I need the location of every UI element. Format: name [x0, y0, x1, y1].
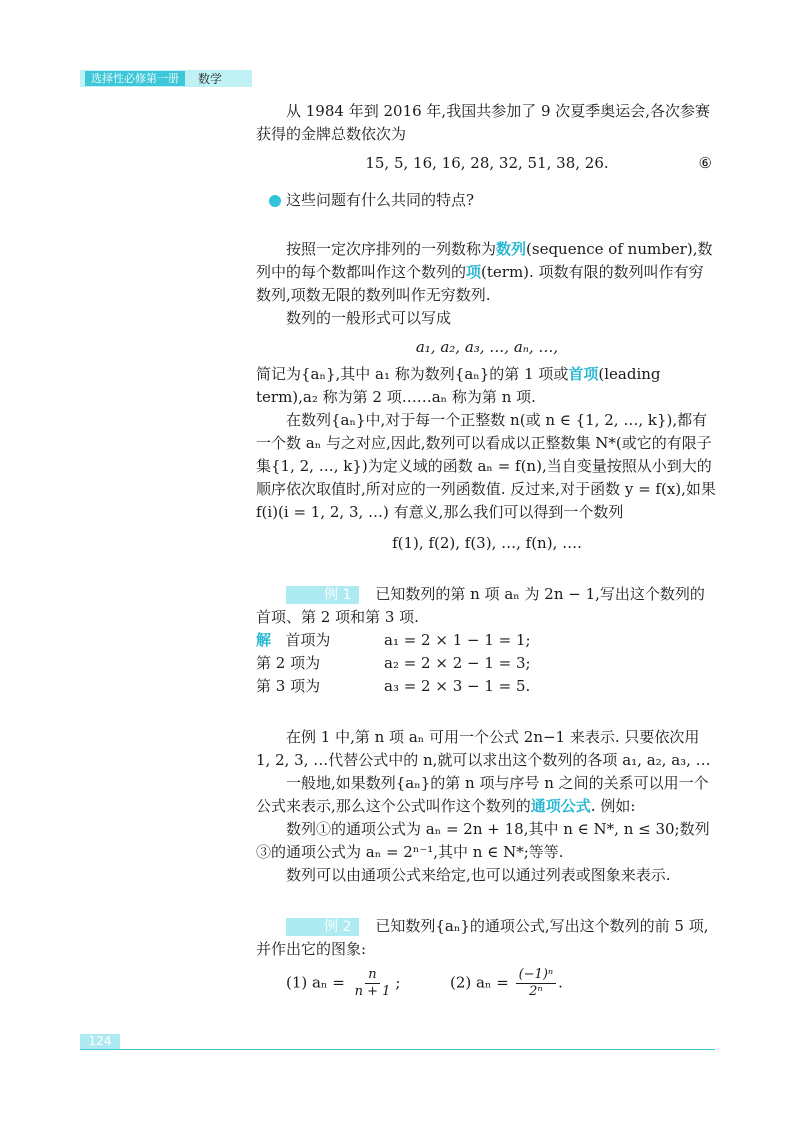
explain-p2-a: 一般地,如果数列{aₙ}的第 n 项与序号 n 之间的关系可以用一个公式来表示,那么这个公式叫作这个数列的: [256, 774, 709, 815]
olympic-line-2: 获得的金牌总数依次为: [256, 125, 407, 143]
item-1-suffix: ;: [395, 973, 401, 992]
item-2-suffix: .: [558, 973, 563, 992]
example-1-solution-row-2: [256, 652, 718, 675]
item-1-numerator: n: [365, 967, 379, 984]
sequence-6-marker: ⑥: [698, 154, 712, 172]
question-line: [256, 189, 718, 212]
abbreviation-paragraph: [256, 363, 718, 409]
solution-row-label: [256, 629, 384, 652]
term-sequence: 数列: [496, 240, 527, 258]
row-1-label: 首项为: [285, 631, 331, 649]
item-2-fraction: [516, 967, 557, 1000]
footer-divider: [80, 1049, 715, 1050]
explain-paragraph-3: 数列①的通项公式为 aₙ = 2n + 18,其中 n ∈ N*, n ≤ 30;数列③的通项公式为 aₙ = 2ⁿ⁻¹,其中 n ∈ N*;等等.: [256, 820, 710, 861]
example-1-solution-row-1: [256, 629, 718, 652]
general-form-formula: a₁, a₂, a₃, …, aₙ, …,: [415, 338, 559, 356]
definition-paragraph: [256, 238, 718, 307]
row-3-label: 第 3 项为: [256, 677, 321, 695]
term-item: 项: [466, 263, 482, 281]
row-2-equation: a₂ = 2 × 2 − 1 = 3;: [384, 654, 531, 672]
row-1-equation: a₁ = 2 × 1 − 1 = 1;: [384, 631, 531, 649]
row-3-equation: a₃ = 2 × 3 − 1 = 5.: [384, 677, 531, 695]
abbreviation-part-b: (leading term),a₂ 称为第 2 项……aₙ 称为第 n 项.: [256, 365, 661, 406]
sequence-6-values: 15, 5, 16, 16, 28, 32, 51, 38, 26.: [365, 154, 609, 172]
example-1-text: 已知数列的第 n 项 aₙ 为 2n − 1,写出这个数列的首项、第 2 项和第 3 项.: [256, 585, 705, 626]
example-2-statement: [256, 915, 718, 961]
example-2-item-2: [450, 967, 563, 1000]
definition-part-b: (sequence of number),数列中的每个数都叫作这个数列的: [256, 240, 713, 281]
item-1-fraction: [352, 967, 394, 1000]
definition-part-c: (term). 项数有限的数列叫作有穷数列,项数无限的数列叫作无穷数列.: [256, 263, 704, 304]
olympic-line-1: 从 1984 年到 2016 年,我国共参加了 9 次夏季奥运会,各次参赛: [286, 102, 711, 120]
solve-label: 解: [256, 631, 272, 649]
page-content: [256, 100, 718, 1000]
definition-part-a: 按照一定次序排列的一列数称为: [286, 240, 497, 258]
abbreviation-part-a: 简记为{aₙ},其中 a₁ 称为数列{aₙ}的第 1 项或: [256, 365, 569, 383]
item-2-denominator: 2ⁿ: [529, 984, 543, 999]
question-text: 这些问题有什么共同的特点?: [286, 191, 475, 209]
page-number: 124: [80, 1034, 120, 1049]
item-1-prefix: (1) aₙ =: [286, 973, 345, 992]
explain-paragraph-1: 在例 1 中,第 n 项 aₙ 可用一个公式 2n−1 来表示. 只要依次用 1, 2, 3, …代替公式中的 n,就可以求出这个数列的各项 a₁, a₂, a₃, …: [256, 728, 711, 769]
item-2-prefix: (2) aₙ =: [450, 973, 509, 992]
function-paragraph: 在数列{aₙ}中,对于每一个正整数 n(或 n ∈ {1, 2, …, k}),都有一个数 aₙ 与之对应,因此,数列可以看成以正整数集 N*(或它的有限子集{1, 2, …, k})为定义域的函数 aₙ = f(n),当自变量按照从小到大的顺序依次取值时,所对应的一列函数值. 反过来,对于函数 y = f(x),如果 f(i)(i = 1, 2, 3, …) 有意义,那么我们可以得到一个数列: [256, 411, 716, 521]
row-2-label: 第 2 项为: [256, 654, 321, 672]
term-leading: 首项: [568, 365, 599, 383]
explain-paragraph-2: [256, 772, 718, 818]
example-2-items: [256, 967, 718, 1000]
example-2-label: 例 2: [286, 918, 359, 936]
sequence-6: [256, 152, 718, 175]
header-subject-label: 数学: [198, 72, 223, 86]
example-1-statement: [256, 583, 718, 629]
function-sequence: f(1), f(2), f(3), …, f(n), ….: [392, 534, 582, 552]
explain-p2-b: . 例如:: [590, 797, 636, 815]
item-1-denominator: n + 1: [354, 984, 391, 999]
general-form-intro: 数列的一般形式可以写成: [286, 309, 452, 327]
header-series-label: 选择性必修第一册: [85, 71, 185, 86]
bullet-dot-icon: [269, 195, 281, 207]
term-general-formula: 通项公式: [530, 797, 591, 815]
example-1-solution-row-3: [256, 675, 718, 698]
item-2-numerator: (−1)ⁿ: [516, 967, 557, 984]
explain-paragraph-4: 数列可以由通项公式来给定,也可以通过列表或图象来表示.: [286, 866, 671, 884]
example-2-item-1: [256, 967, 450, 1000]
example-2-text: 已知数列{aₙ}的通项公式,写出这个数列的前 5 项,并作出它的图象:: [256, 917, 709, 958]
example-1-label: 例 1: [286, 586, 359, 604]
